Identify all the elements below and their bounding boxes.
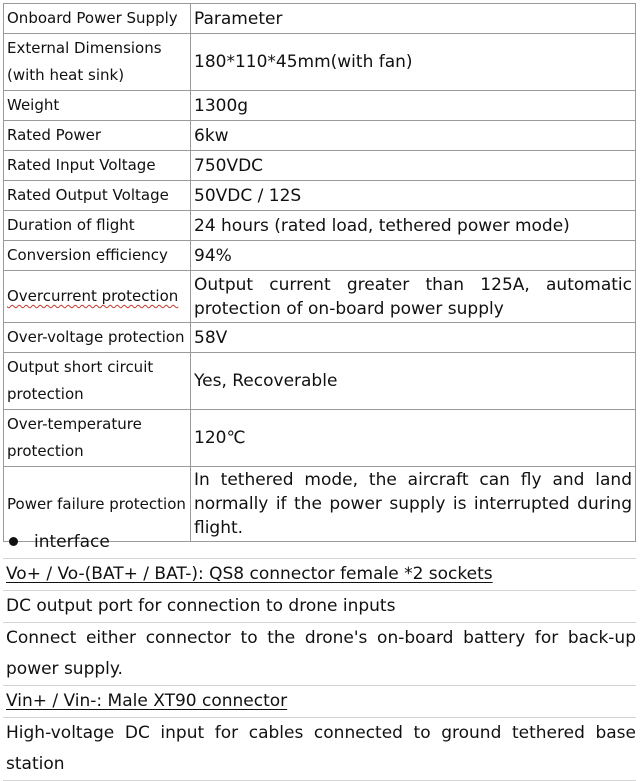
- header-label: Onboard Power Supply: [7, 9, 178, 27]
- row-value: Yes, Recoverable: [194, 371, 338, 391]
- row-value-cell: [191, 91, 636, 121]
- row-label-cell: [4, 34, 191, 91]
- input-description-line: [3, 718, 636, 781]
- output-connector-line: [3, 559, 636, 591]
- row-value-cell: [191, 34, 636, 91]
- row-value-cell: [191, 353, 636, 410]
- row-label: Overcurrent protection: [7, 287, 179, 305]
- row-label-cell: [4, 91, 191, 121]
- table-row: [4, 34, 636, 91]
- row-value: 24 hours (rated load, tethered power mode): [194, 215, 570, 236]
- row-value: 6kw: [194, 125, 229, 146]
- header-value-cell: [191, 4, 636, 34]
- row-value: 750VDC: [194, 155, 264, 176]
- row-label: Power failure protection: [7, 494, 186, 513]
- row-label: Weight: [7, 96, 60, 114]
- table-row: [4, 323, 636, 353]
- row-value-cell: [191, 241, 636, 271]
- row-value-cell: [191, 271, 636, 323]
- row-label-cell: [4, 181, 191, 211]
- row-label: Rated Input Voltage: [7, 156, 156, 174]
- row-label-cell: [4, 151, 191, 181]
- row-label-cell: [4, 241, 191, 271]
- table-row: [4, 211, 636, 241]
- output-connector-note: Connect either connector to the drone's on-board battery for back-up power supply.: [6, 628, 636, 679]
- row-value-cell: [191, 410, 636, 467]
- row-label-cell: [4, 323, 191, 353]
- output-description-line: [3, 591, 636, 623]
- input-connector-line: [3, 686, 636, 718]
- row-value: 94%: [194, 245, 232, 266]
- row-value: 180*110*45mm(with fan): [194, 52, 413, 72]
- row-value: Output current greater than 125A, automatic protection of on-board power supply: [194, 274, 632, 319]
- row-value-cell: [191, 121, 636, 151]
- input-connector-heading: Vin+ / Vin-: Male XT90 connector: [6, 691, 288, 711]
- interface-section: [3, 527, 636, 781]
- table-row: [4, 91, 636, 121]
- table-row: [4, 121, 636, 151]
- header-value: Parameter: [194, 8, 283, 29]
- table-row: [4, 151, 636, 181]
- table-row: [4, 410, 636, 467]
- table-row: [4, 353, 636, 410]
- row-label: Rated Power: [7, 126, 102, 144]
- output-note-line: [3, 623, 636, 686]
- table-row: [4, 271, 636, 323]
- interface-bullet: [3, 527, 636, 559]
- row-label-cell: [4, 410, 191, 467]
- bullet-icon: [9, 537, 18, 546]
- output-connector-description: DC output port for connection to drone inputs: [6, 596, 396, 616]
- row-value: 50VDC / 12S: [194, 185, 302, 206]
- row-value-cell: [191, 323, 636, 353]
- spec-table: [3, 3, 636, 542]
- row-value-cell: [191, 181, 636, 211]
- row-label: Output short circuit protection: [7, 358, 154, 403]
- row-value-cell: [191, 151, 636, 181]
- row-label: Over-temperature protection: [7, 415, 142, 460]
- row-label: Conversion efficiency: [7, 246, 168, 264]
- output-connector-heading: Vo+ / Vo-(BAT+ / BAT-): QS8 connector female *2 sockets: [6, 564, 493, 584]
- row-label: Duration of flight: [7, 216, 135, 234]
- table-row: [4, 241, 636, 271]
- row-label: External Dimensions (with heat sink): [7, 39, 162, 84]
- input-connector-description: High-voltage DC input for cables connected to ground tethered base station: [6, 723, 636, 774]
- row-value: 58V: [194, 327, 228, 348]
- header-label-cell: [4, 4, 191, 34]
- row-value: 1300g: [194, 95, 249, 116]
- row-label-cell: [4, 353, 191, 410]
- row-label-cell: [4, 211, 191, 241]
- table-header-row: [4, 4, 636, 34]
- row-label-cell: [4, 121, 191, 151]
- interface-heading: interface: [34, 532, 110, 552]
- row-label-cell: [4, 271, 191, 323]
- row-label: Over-voltage protection: [7, 328, 185, 346]
- row-value-cell: [191, 211, 636, 241]
- row-value: In tethered mode, the aircraft can fly and land normally if the power supply is interrupted during flight.: [194, 470, 632, 538]
- table-row: [4, 181, 636, 211]
- row-label: Rated Output Voltage: [7, 186, 169, 204]
- row-value: 120℃: [194, 428, 246, 448]
